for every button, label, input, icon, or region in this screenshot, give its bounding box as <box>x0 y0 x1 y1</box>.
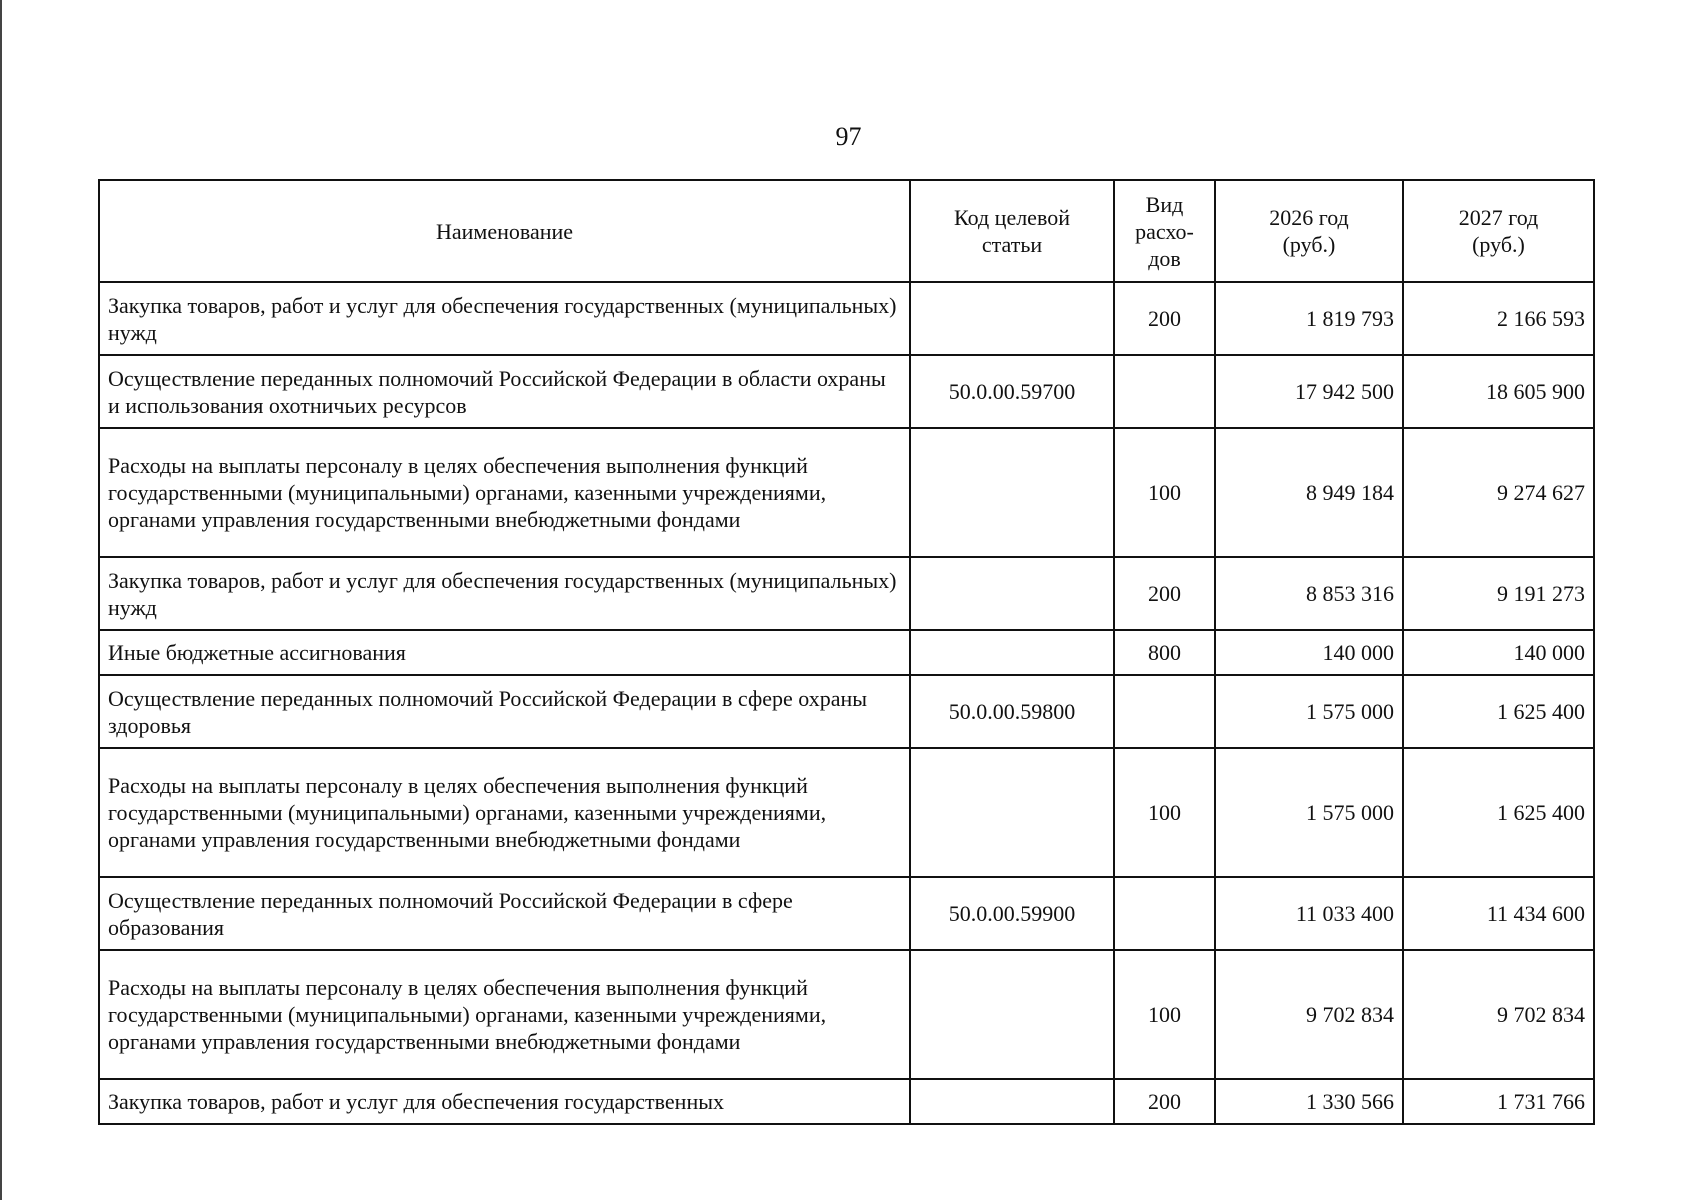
row-code: 50.0.00.59900 <box>910 877 1114 950</box>
table-row <box>99 282 1594 355</box>
row-kind <box>1114 355 1215 428</box>
row-name: Осуществление переданных полномочий Российской Федерации в сфере образования <box>99 877 910 950</box>
header-code <box>910 180 1114 282</box>
table-row <box>99 675 1594 748</box>
table-row <box>99 630 1594 675</box>
row-kind: 100 <box>1114 748 1215 877</box>
row-name: Закупка товаров, работ и услуг для обеспечения государственных <box>99 1079 910 1124</box>
row-code <box>910 950 1114 1079</box>
row-kind: 100 <box>1114 950 1215 1079</box>
header-kind-line-1: Вид <box>1145 191 1184 217</box>
row-name: Расходы на выплаты персоналу в целях обеспечения выполнения функций государственными (муниципальными) органами, казенными учреждениями, органами управления государственными внебюджетными фондами <box>99 950 910 1079</box>
row-2026: 11 033 400 <box>1215 877 1403 950</box>
row-2027: 11 434 600 <box>1403 877 1594 950</box>
row-name: Осуществление переданных полномочий Российской Федерации в сфере охраны здоровья <box>99 675 910 748</box>
header-2027 <box>1403 180 1594 282</box>
row-name: Расходы на выплаты персоналу в целях обеспечения выполнения функций государственными (муниципальными) органами, казенными учреждениями, органами управления государственными внебюджетными фондами <box>99 748 910 877</box>
table-row <box>99 877 1594 950</box>
row-kind: 200 <box>1114 1079 1215 1124</box>
row-2027: 2 166 593 <box>1403 282 1594 355</box>
table-row <box>99 748 1594 877</box>
table-row <box>99 428 1594 557</box>
table-header-row <box>99 180 1594 282</box>
row-name: Осуществление переданных полномочий Российской Федерации в области охраны и использования охотничьих ресурсов <box>99 355 910 428</box>
row-code <box>910 630 1114 675</box>
row-2026: 1 575 000 <box>1215 675 1403 748</box>
header-code-line-1: Код целевой <box>954 205 1070 230</box>
row-2026: 17 942 500 <box>1215 355 1403 428</box>
row-2026: 8 853 316 <box>1215 557 1403 630</box>
header-2027-line-1: 2027 год <box>1458 205 1539 230</box>
row-2026: 1 819 793 <box>1215 282 1403 355</box>
header-code-line-2: статьи <box>981 232 1043 257</box>
header-2026-line-1: 2026 год <box>1269 205 1349 230</box>
row-2027: 18 605 900 <box>1403 355 1594 428</box>
row-code <box>910 748 1114 877</box>
row-code <box>910 282 1114 355</box>
row-code <box>910 557 1114 630</box>
row-code: 50.0.00.59800 <box>910 675 1114 748</box>
row-2026: 1 575 000 <box>1215 748 1403 877</box>
row-name: Закупка товаров, работ и услуг для обеспечения государственных (муниципальных) нужд <box>99 282 910 355</box>
row-code <box>910 428 1114 557</box>
table-row <box>99 950 1594 1079</box>
row-2027: 9 191 273 <box>1403 557 1594 630</box>
row-name: Закупка товаров, работ и услуг для обеспечения государственных (муниципальных) нужд <box>99 557 910 630</box>
row-kind: 800 <box>1114 630 1215 675</box>
table-row <box>99 557 1594 630</box>
row-kind: 200 <box>1114 557 1215 630</box>
row-2026: 9 702 834 <box>1215 950 1403 1079</box>
row-2027: 1 625 400 <box>1403 675 1594 748</box>
header-kind-line-2: расхо- <box>1135 218 1194 244</box>
row-2026: 8 949 184 <box>1215 428 1403 557</box>
table-row <box>99 355 1594 428</box>
row-kind: 100 <box>1114 428 1215 557</box>
row-2027: 140 000 <box>1403 630 1594 675</box>
row-2026: 140 000 <box>1215 630 1403 675</box>
row-name: Расходы на выплаты персоналу в целях обеспечения выполнения функций государственными (муниципальными) органами, казенными учреждениями, органами управления государственными внебюджетными фондами <box>99 428 910 557</box>
header-name: Наименование <box>99 180 910 282</box>
row-2027: 1 625 400 <box>1403 748 1594 877</box>
header-kind <box>1114 180 1215 282</box>
header-kind-line-3: дов <box>1148 245 1181 271</box>
row-name: Иные бюджетные ассигнования <box>99 630 910 675</box>
row-code <box>910 1079 1114 1124</box>
budget-table <box>98 179 1595 1125</box>
header-2026-line-2: (руб.) <box>1282 232 1336 257</box>
row-2027: 9 274 627 <box>1403 428 1594 557</box>
page-number: 97 <box>835 122 862 151</box>
row-kind <box>1114 675 1215 748</box>
row-2026: 1 330 566 <box>1215 1079 1403 1124</box>
page-edge <box>0 0 2 1200</box>
row-2027: 9 702 834 <box>1403 950 1594 1079</box>
header-2027-line-2: (руб.) <box>1472 232 1525 257</box>
table-row <box>99 1079 1594 1124</box>
row-kind <box>1114 877 1215 950</box>
row-kind: 200 <box>1114 282 1215 355</box>
row-code: 50.0.00.59700 <box>910 355 1114 428</box>
header-2026 <box>1215 180 1403 282</box>
row-2027: 1 731 766 <box>1403 1079 1594 1124</box>
